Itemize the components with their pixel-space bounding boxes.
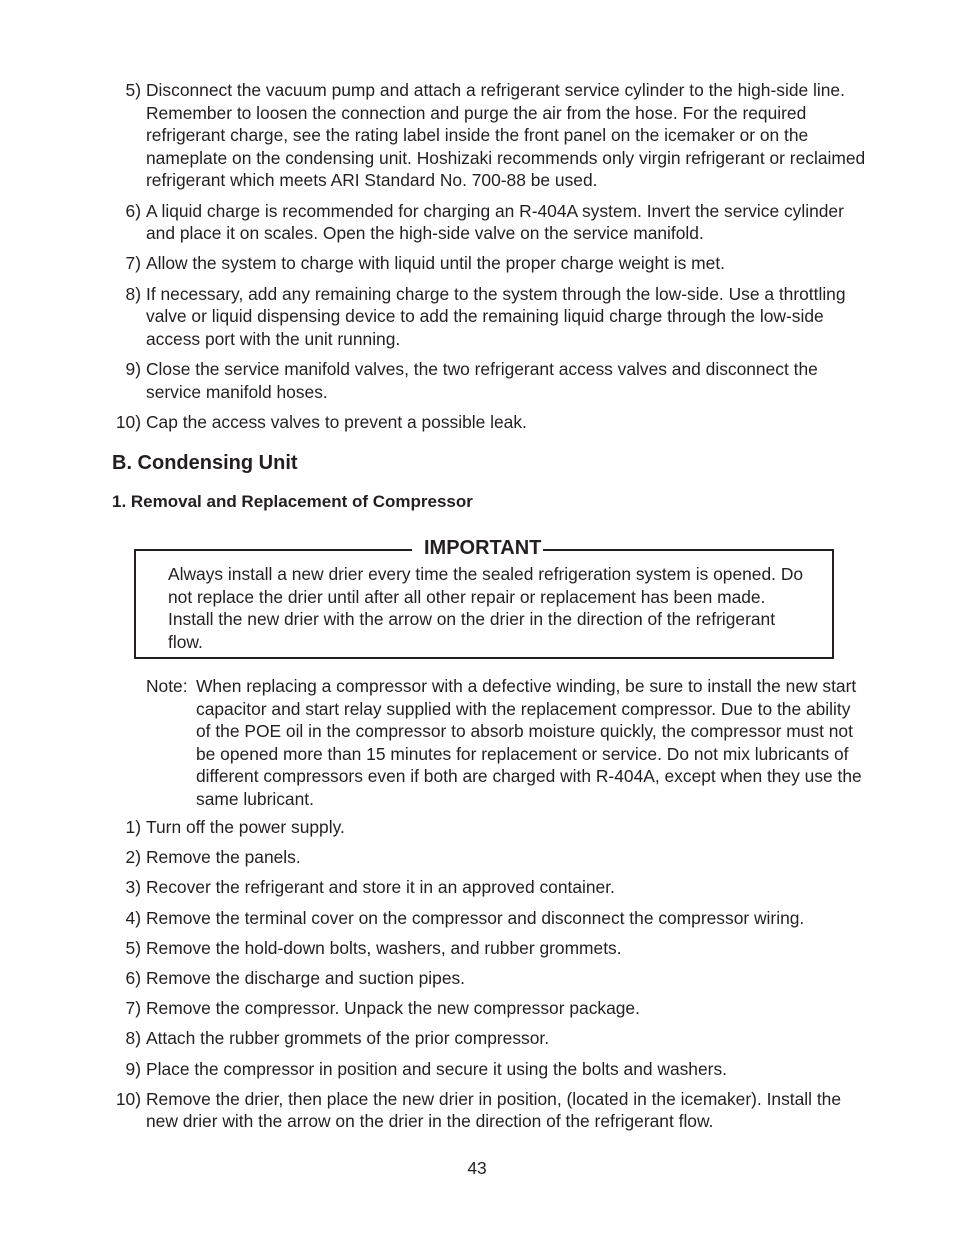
step-number: 6) [125, 967, 141, 988]
step-text: Disconnect the vacuum pump and attach a refrigerant service cylinder to the high-side line. Remember to loosen the connection and purge the air from the hose. For the required refrigerant charge, see the rating label inside the front panel on the icemaker or on the nameplate on the condensing unit. Hoshizaki recommends only virgin refrigerant or reclaimed refrigerant which meets ARI Standard No. 700-88 be used. [146, 80, 866, 191]
step-number: 5) [125, 80, 141, 100]
note-block [146, 675, 866, 811]
step-number: 8) [125, 1028, 141, 1049]
important-heading: IMPORTANT [412, 536, 543, 560]
list-item [0, 937, 954, 960]
step-number: 4) [125, 907, 141, 928]
step-number: 2) [125, 847, 141, 868]
step-text: Remove the discharge and suction pipes. [146, 967, 466, 988]
list-item [0, 283, 954, 351]
step-number: 9) [125, 1058, 141, 1079]
step-text: Remove the hold-down bolts, washers, and rubber grommets. [146, 937, 622, 958]
step-number: 8) [125, 283, 141, 304]
important-body: Always install a new drier every time the sealed refrigeration system is opened. Do not replace the drier until after all other repair or replacement has been made. Install the new drier with the arrow on the drier in the direction of the refrigerant flow. [168, 564, 804, 652]
list-item [0, 907, 954, 930]
section-title: B. Condensing Unit [112, 452, 298, 474]
step-text: Attach the rubber grommets of the prior compressor. [146, 1028, 550, 1049]
list-item [0, 816, 954, 839]
list-item [0, 411, 954, 434]
step-text: Remove the terminal cover on the compressor and disconnect the compressor wiring. [146, 907, 805, 928]
list-item [0, 358, 954, 403]
subsection-title: 1. Removal and Replacement of Compressor [112, 492, 473, 511]
step-text: A liquid charge is recommended for charging an R-404A system. Invert the service cylinder and place it on scales. Open the high-side valve on the service manifold. [146, 200, 844, 244]
step-text: Place the compressor in position and secure it using the bolts and washers. [146, 1058, 727, 1079]
charging-steps-list [0, 79, 954, 441]
step-text: If necessary, add any remaining charge to the system through the low-side. Use a throttling valve or liquid dispensing device to add the remaining liquid charge through the low-side access port with the unit running. [146, 283, 846, 349]
step-number: 7) [125, 253, 141, 274]
list-item [0, 79, 954, 192]
step-text: Allow the system to charge with liquid until the proper charge weight is met. [146, 253, 726, 274]
step-number: 3) [125, 877, 141, 898]
step-number: 5) [125, 937, 141, 958]
step-text: Remove the panels. [146, 847, 301, 868]
step-number: 10) [115, 411, 141, 432]
list-item [0, 997, 954, 1020]
step-text: Recover the refrigerant and store it in an approved container. [146, 877, 615, 898]
list-item [0, 1058, 954, 1081]
step-number: 10) [115, 1088, 141, 1109]
step-text: Remove the drier, then place the new drier in position, (located in the icemaker). Install the new drier with the arrow on the drier in the direction of the refrigerant flow. [146, 1088, 842, 1132]
step-text: Close the service manifold valves, the two refrigerant access valves and disconnect the service manifold hoses. [146, 358, 818, 402]
step-text: Cap the access valves to prevent a possible leak. [146, 411, 527, 432]
note-label: Note: [146, 676, 188, 696]
list-item [0, 1027, 954, 1050]
compressor-steps-list [0, 816, 954, 1140]
page-number: 43 [467, 1158, 487, 1178]
list-item [0, 967, 954, 990]
list-item [0, 876, 954, 899]
step-number: 7) [125, 998, 141, 1019]
note-body: When replacing a compressor with a defective winding, be sure to install the new start capacitor and start relay supplied with the replacement compressor. Due to the ability of the POE oil in the compressor to absorb moisture quickly, the compressor must not be opened more than 15 minutes for replacement or service. Do not mix lubricants of different compressors even if both are charged with R-404A, except when they use the same lubricant. [196, 676, 862, 809]
step-number: 1) [125, 817, 141, 837]
step-text: Turn off the power supply. [146, 817, 345, 837]
list-item [0, 846, 954, 869]
list-item [0, 1088, 954, 1133]
list-item [0, 252, 954, 275]
step-number: 9) [125, 358, 141, 379]
important-notice-box [134, 537, 834, 659]
list-item [0, 200, 954, 245]
step-number: 6) [125, 200, 141, 221]
step-text: Remove the compressor. Unpack the new compressor package. [146, 998, 640, 1019]
